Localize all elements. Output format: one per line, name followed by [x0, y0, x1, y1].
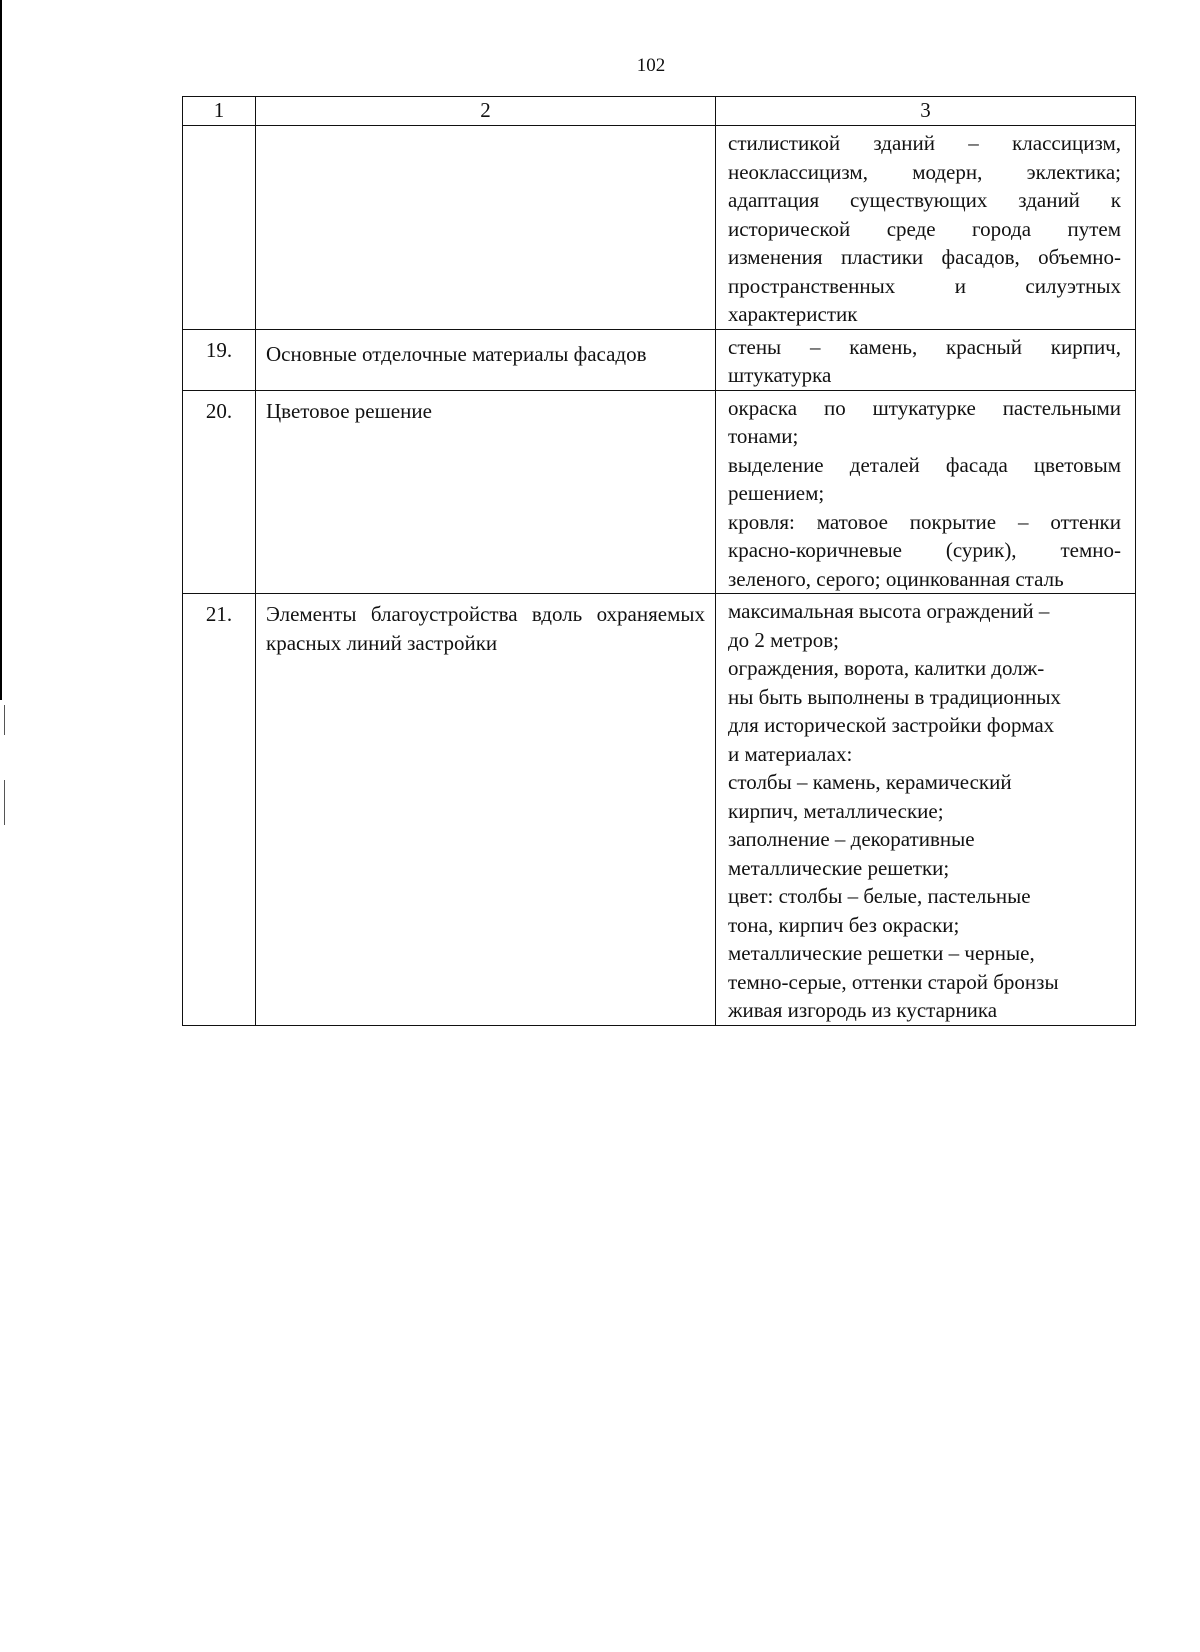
number-cell: 20. — [183, 390, 256, 594]
value-cell: стены – камень, красный кирпич, штукатурка — [716, 329, 1136, 390]
value-line: для исторической застройки формах — [728, 713, 1055, 737]
value-line: цвет: столбы – белые, пастельные — [728, 884, 1031, 908]
value-line: и материалах: — [728, 741, 853, 766]
header-cell: 3 — [716, 97, 1136, 126]
name-cell: Цветовое решение — [256, 390, 716, 594]
name-cell: Основные отделочные материалы фасадов — [256, 329, 716, 390]
value-line: окраска по штукатурке пастельными тонами; — [728, 395, 1121, 448]
number-cell — [183, 126, 256, 330]
table-row — [183, 390, 1136, 594]
value-line: ны быть выполнены в традиционных — [728, 684, 1061, 709]
header-cell: 1 — [183, 97, 256, 126]
requirements-table — [182, 96, 1136, 1026]
scan-edge-line — [0, 0, 2, 700]
number-cell: 21. — [183, 594, 256, 1026]
value-line: металлические решетки – черные, — [728, 941, 1035, 965]
value-line: до 2 метров; — [728, 627, 839, 652]
number-cell: 19. — [183, 329, 256, 390]
value-line: кровля: матовое покрытие – оттенки красно-коричневые (сурик), темно-зеленого, серого; оцинкованная сталь — [728, 509, 1121, 591]
value-cell: стилистикой зданий – классицизм, неоклассицизм, модерн, эклектика; адаптация существующих зданий к исторической среде города путем изменения пластики фасадов, объемно-пространственных и силуэтных характеристик — [716, 126, 1136, 330]
value-line: темно-серые, оттенки старой бронзы — [728, 969, 1059, 994]
scan-edge-fragment — [4, 705, 5, 735]
name-cell — [256, 126, 716, 330]
value-line: ограждения, ворота, калитки долж- — [728, 656, 1045, 680]
page-number: 102 — [636, 55, 666, 76]
value-line: металлические решетки; — [728, 855, 950, 880]
name-cell: Элементы благоустройства вдоль охраняемых красных линий застройки — [256, 594, 716, 1026]
table-row — [183, 329, 1136, 390]
table-row — [183, 594, 1136, 1026]
value-line: максимальная высота ограждений – — [728, 599, 1050, 623]
value-cell — [716, 390, 1136, 594]
scan-edge-fragment — [4, 780, 5, 825]
value-line: выделение деталей фасада цветовым решением; — [728, 452, 1121, 505]
header-cell: 2 — [256, 97, 716, 126]
value-line: живая изгородь из кустарника — [728, 998, 998, 1022]
value-line: столбы – камень, керамический — [728, 770, 1012, 794]
table-header-row — [183, 97, 1136, 126]
value-line: заполнение – декоративные — [728, 827, 975, 851]
value-line: тона, кирпич без окраски; — [728, 912, 960, 937]
value-line: кирпич, металлические; — [728, 798, 944, 823]
table-row — [183, 126, 1136, 330]
value-cell — [716, 594, 1136, 1026]
